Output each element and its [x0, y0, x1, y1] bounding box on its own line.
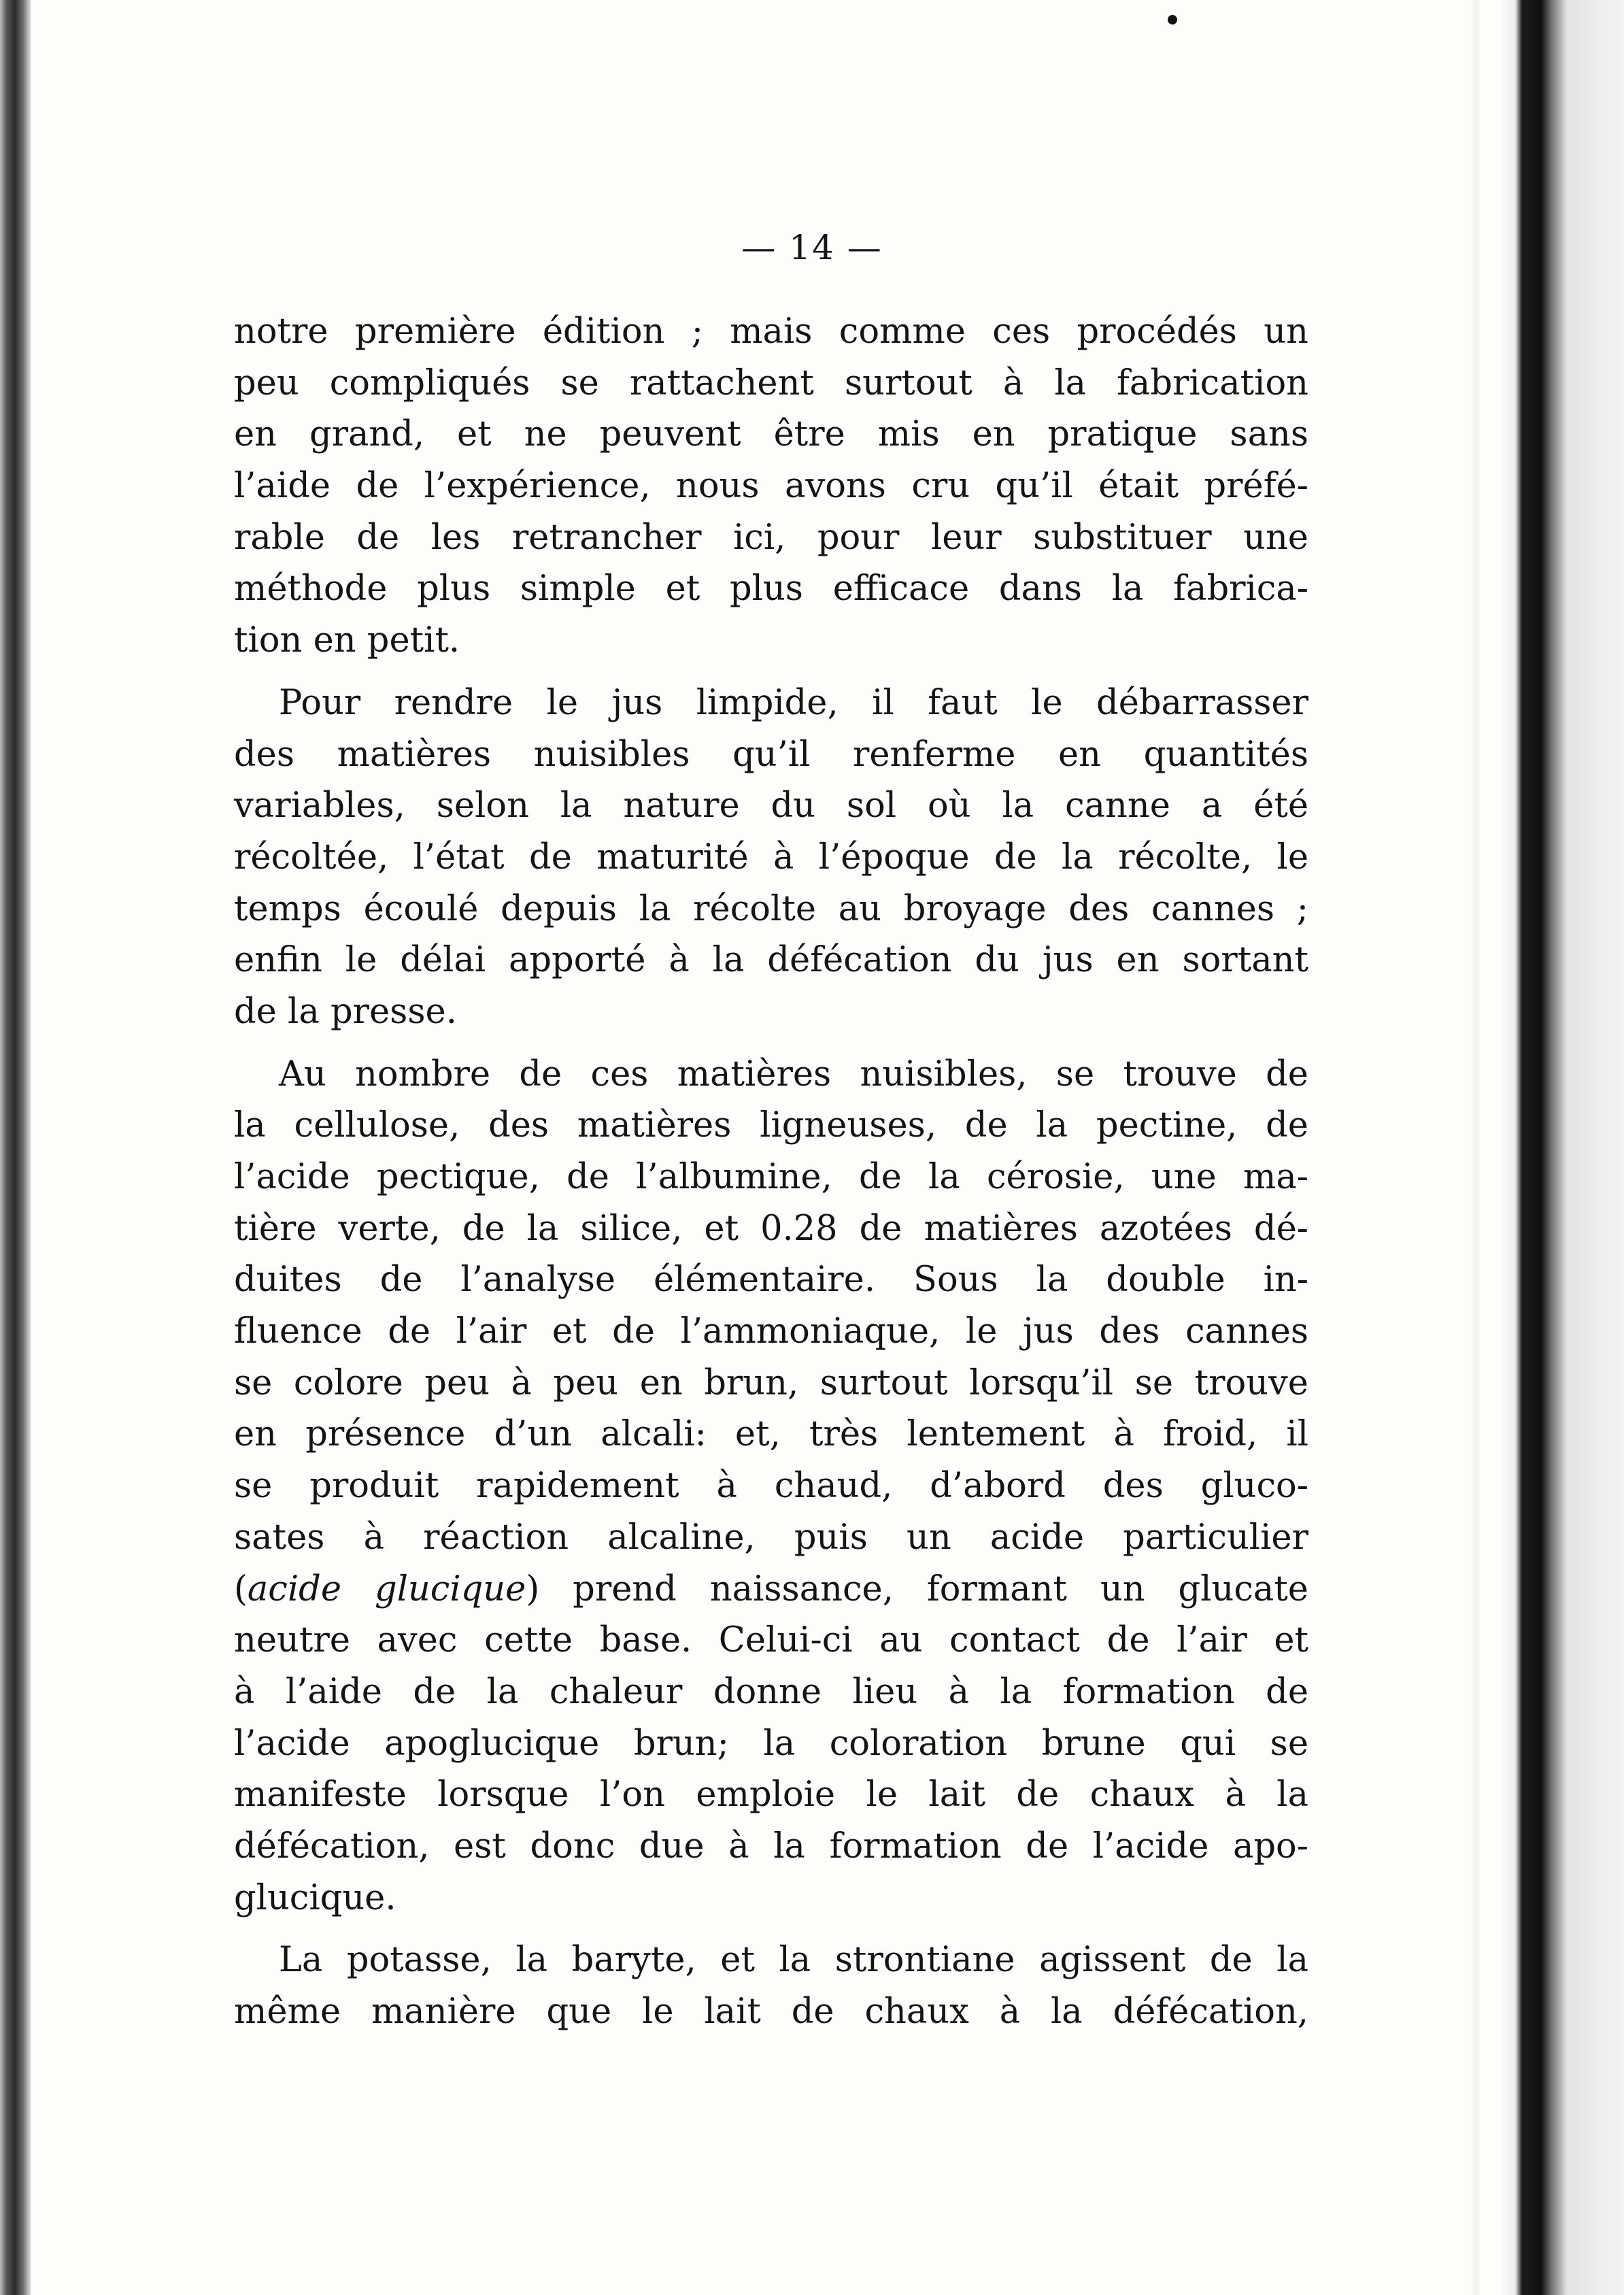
- ink-speck: [1168, 15, 1177, 24]
- text-line: Pour rendre le jus limpide, il faut le débarrasser: [279, 682, 1308, 723]
- text-line: tière verte, de la silice, et 0.28 de matières azotées dé-: [234, 1208, 1308, 1249]
- text-line: l’acide pectique, de l’albumine, de la cérosie, une ma-: [234, 1157, 1308, 1197]
- text-line: notre première édition ; mais comme ces procédés un: [234, 312, 1308, 352]
- text-line: duites de l’analyse élémentaire. Sous la double in-: [234, 1260, 1308, 1301]
- text-line: des matières nuisibles qu’il renferme en quantités: [234, 734, 1308, 775]
- paragraph-gap: [234, 667, 1308, 677]
- text-line: se produit rapidement à chaud, d’abord des gluco-: [234, 1466, 1308, 1507]
- text-line: se colore peu à peu en brun, surtout lorsqu’il se trouve: [234, 1362, 1308, 1403]
- text-line: l’acide apoglucique brun; la coloration brune qui se: [234, 1723, 1308, 1764]
- page-fold-shadow: [1470, 0, 1481, 2295]
- text-line: même manière que le lait de chaux à la défécation,: [234, 1992, 1308, 2032]
- text-line: sates à réaction alcaline, puis un acide particulier: [234, 1517, 1308, 1558]
- scan-right-edge: [1502, 0, 1624, 2295]
- text-line: Au nombre de ces matières nuisibles, se trouve de: [279, 1054, 1308, 1094]
- text-line-with-italic: [234, 1564, 1308, 1615]
- text-line: méthode plus simple et plus efficace dans la fabrica-: [234, 569, 1308, 609]
- text-line: variables, selon la nature du sol où la canne a été: [234, 786, 1308, 826]
- paragraph: [234, 1934, 1308, 2037]
- paragraph: [234, 677, 1308, 1038]
- text-line: enfin le délai apporté à la défécation du jus en sortant: [234, 940, 1308, 981]
- page-number: — 14 —: [741, 228, 883, 267]
- text-line: tion en petit.: [234, 620, 460, 661]
- line-remainder: ) prend naissance, formant un glucate: [526, 1569, 1308, 1609]
- paragraph-gap: [234, 1924, 1308, 1934]
- text-line: rable de les retrancher ici, pour leur substituer une: [234, 517, 1308, 558]
- text-line: neutre avec cette base. Celui-ci au contact de l’air et: [234, 1620, 1308, 1661]
- text-line: en grand, et ne peuvent être mis en pratique sans: [234, 414, 1308, 455]
- body-text: [234, 306, 1308, 2038]
- scan-left-edge: [0, 0, 31, 2295]
- text-line: manifeste lorsque l’on emploie le lait de chaux à la: [234, 1775, 1308, 1815]
- text-line: fluence de l’air et de l’ammoniaque, le jus des cannes: [234, 1311, 1308, 1352]
- text-line: à l’aide de la chaleur donne lieu à la formation de: [234, 1671, 1308, 1712]
- italic-term: acide glucique: [247, 1569, 526, 1609]
- paragraph: [234, 1049, 1308, 1924]
- text-line: peu compliqués se rattachent surtout à la fabrication: [234, 363, 1308, 403]
- text-line: temps écoulé depuis la récolte au broyage des cannes ;: [234, 888, 1308, 929]
- text-line: récoltée, l’état de maturité à l’époque de la récolte, le: [234, 837, 1308, 877]
- text-line: la cellulose, des matières ligneuses, de la pectine, de: [234, 1105, 1308, 1146]
- text-line: La potasse, la baryte, et la strontiane agissent de la: [279, 1940, 1308, 1981]
- text-line: en présence d’un alcali: et, très lentement à froid, il: [234, 1414, 1308, 1455]
- text-line: glucique.: [234, 1877, 396, 1918]
- text-line: de la presse.: [234, 991, 457, 1032]
- text-line: l’aide de l’expérience, nous avons cru qu’il était préfé-: [234, 466, 1308, 507]
- paragraph-gap: [234, 1038, 1308, 1049]
- open-paren: (: [234, 1569, 248, 1609]
- text-line: défécation, est donc due à la formation de l’acide apo-: [234, 1826, 1308, 1866]
- paragraph: [234, 306, 1308, 667]
